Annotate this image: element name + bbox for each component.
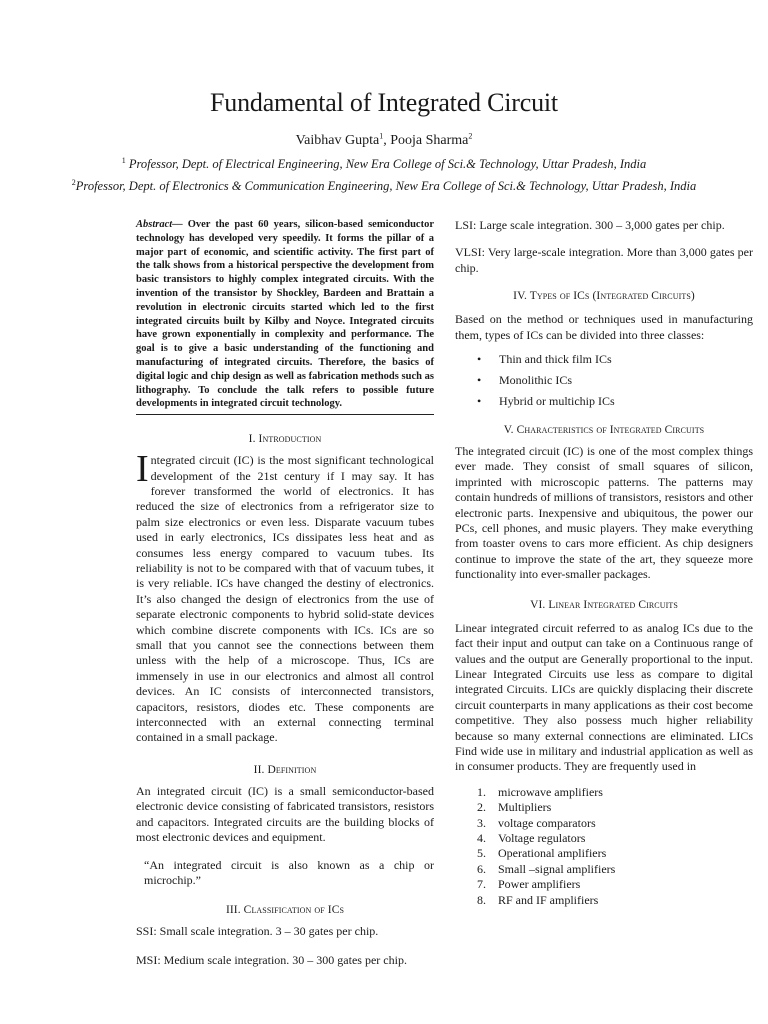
classification-vlsi: VLSI: Very large-scale integration. More than 3,000 gates per chip. xyxy=(455,245,753,275)
left-column xyxy=(136,218,434,968)
abstract-lead: Abstract xyxy=(136,219,173,230)
list-label: Power amplifiers xyxy=(498,877,581,892)
list-item xyxy=(455,816,753,831)
types-list xyxy=(455,349,753,412)
list-number: 8. xyxy=(477,892,486,907)
definition-quote: “An integrated circuit is also known as a chip or microchip.” xyxy=(144,857,434,887)
list-number: 7. xyxy=(477,877,486,892)
list-number: 6. xyxy=(477,861,486,876)
list-item xyxy=(455,785,753,800)
right-column xyxy=(455,218,753,908)
author-1: Vaibhav Gupta xyxy=(295,133,380,148)
list-label: microwave amplifiers xyxy=(498,784,603,799)
introduction-paragraph xyxy=(136,448,434,746)
definition-paragraph: An integrated circuit (IC) is a small semiconductor-based electronic device consisting of fabricated transistors, resistors and capacitors. Integrated circuits are the building blocks of most electronic devices and equipment. xyxy=(136,783,434,845)
section-heading-classification: III. Classification of ICs xyxy=(225,904,345,917)
author-2: , Pooja Sharma xyxy=(383,133,469,148)
list-item xyxy=(455,893,753,908)
paper-title: Fundamental of Integrated Circuit xyxy=(210,88,558,117)
list-item xyxy=(455,846,753,861)
affiliation-2-text: Professor, Dept. of Electronics & Communication Engineering, New Era College of Sci.& Technology, Uttar Pradesh, India xyxy=(75,179,697,193)
list-label: Small –signal amplifiers xyxy=(498,861,616,876)
author-2-sup: 2 xyxy=(468,131,473,141)
list-item: • Monolithic ICs xyxy=(455,370,753,391)
list-label: Multipliers xyxy=(498,800,552,815)
list-number: 5. xyxy=(477,846,486,861)
applications-list xyxy=(455,785,753,908)
classification-msi: MSI: Medium scale integration. 30 – 300 gates per chip. xyxy=(136,952,407,967)
list-number: 4. xyxy=(477,830,486,845)
list-label: Operational amplifiers xyxy=(498,846,607,861)
classification-lsi: LSI: Large scale integration. 300 – 3,000 gates per chip. xyxy=(455,218,725,232)
list-item xyxy=(455,831,753,846)
author-1-sup: 1 xyxy=(379,131,384,141)
abstract-text: — Over the past 60 years, silicon-based semiconductor technology has developed very speedily. It forms the pillar of a major part of economic, and scientific activity. The first part of the talk shows from a historical perspective the development from basic transistors to highly complex integrated circuits. With the invention of the transistor by Shockley, Bardeen and Brattain a revolution in electronic circuits started which led to the first integrated circuits built by Kilby and Noyce. Integrated circuits have grown exponentially in complexity and performance. The goal is to give a basic understanding of the functioning and manufacturing of integrated circuits. Therefore, the basics of digital logic and chip design as well as fabrication methods such as lithography. To conclude the talk refers to possible future developments in integrated circuit technology. xyxy=(136,219,434,410)
linear-paragraph: Linear integrated circuit referred to as analog ICs due to the fact their input and output can take on a Continuous range of values and the output are Generally proportional to the input. Linear Integrated Circuits use less as compare to digital integrated Circuits. LICs are quickly displacing their discrete circuit counterparts in many applications as their cost become competitive. They also possess much higher reliability because so many external connections are eliminated. LICs Find wide use in military and industrial application as well as in consumer products. They are frequently used in xyxy=(455,620,753,774)
section-heading-types: IV. Types of ICs (Integrated Circuits) xyxy=(513,290,695,303)
section-heading-linear: VI. Linear Integrated Circuits xyxy=(530,598,678,611)
types-paragraph: Based on the method or techniques used in manufacturing them, types of ICs can be divided into three classes: xyxy=(455,312,753,342)
affiliation-1-sup: 1 xyxy=(121,155,126,165)
list-number: 2. xyxy=(477,800,486,815)
affiliation-2-sup: 2 xyxy=(71,177,76,187)
affiliation-1 xyxy=(0,157,768,172)
list-label: voltage comparators xyxy=(498,815,596,830)
classification-ssi: SSI: Small scale integration. 3 – 30 gates per chip. xyxy=(136,924,379,939)
list-item xyxy=(455,862,753,877)
introduction-text: ntegrated circuit (IC) is the most significant technological development of the 21st century if I may say. It has forever transformed the world of electronics. It has reduced the size of electronics from a refrigerator size to palm size electronics or even less. Disparate vacuum tubes used in early electronics, ICs dissipates less heat and as consumes less energy compared to vacuum tubes. Its reliability is not to be compared with that of vacuum tubes, it is very reliable. ICs have changed the destiny of electronics. It’s also changed the design of electronics from the use of separate electronic components to hybrid solid-state devices which combine discrete components with ICs. ICs are so small that you cannot see the connections between them unless with the help of a microscope. Thus, ICs are immensely in use in our electronics and almost all control devices. An IC consists of interconnected transistors, capacitors, resistors, diodes etc. These components are interconnected with an external connecting terminal contained in a small package. xyxy=(136,453,434,745)
drop-cap: I xyxy=(136,448,149,491)
section-heading-definition: II. Definition xyxy=(253,763,317,776)
section-heading-characteristics: V. Characteristics of Integrated Circuits xyxy=(503,424,705,437)
list-item xyxy=(455,800,753,815)
abstract xyxy=(136,218,434,415)
affiliation-1-text: Professor, Dept. of Electrical Engineering, New Era College of Sci.& Technology, Uttar Pradesh, India xyxy=(125,157,647,171)
section-heading-introduction: I. Introduction xyxy=(248,433,322,446)
author-line xyxy=(0,133,768,149)
list-item: • Hybrid or multichip ICs xyxy=(455,391,753,412)
list-item xyxy=(455,877,753,892)
list-number: 3. xyxy=(477,815,486,830)
affiliation-2 xyxy=(0,179,768,194)
list-label: Voltage regulators xyxy=(498,830,586,845)
list-item: • Thin and thick film ICs xyxy=(455,349,753,370)
characteristics-paragraph: The integrated circuit (IC) is one of the most complex things ever made. They consist of small squares of silicon, imprinted with microscopic patterns. The patterns may contain hundreds of millions of transistors, resistors and other electronic parts. Inexpensive and ubiquitous, the power our PCs, cell phones, and music players. They make everything from toaster ovens to cars more efficient. As chip designers continue to improve the state of the art, they squeeze more functionality into ever-smaller packages. xyxy=(455,444,753,582)
list-number: 1. xyxy=(477,784,486,799)
list-label: RF and IF amplifiers xyxy=(498,892,599,907)
